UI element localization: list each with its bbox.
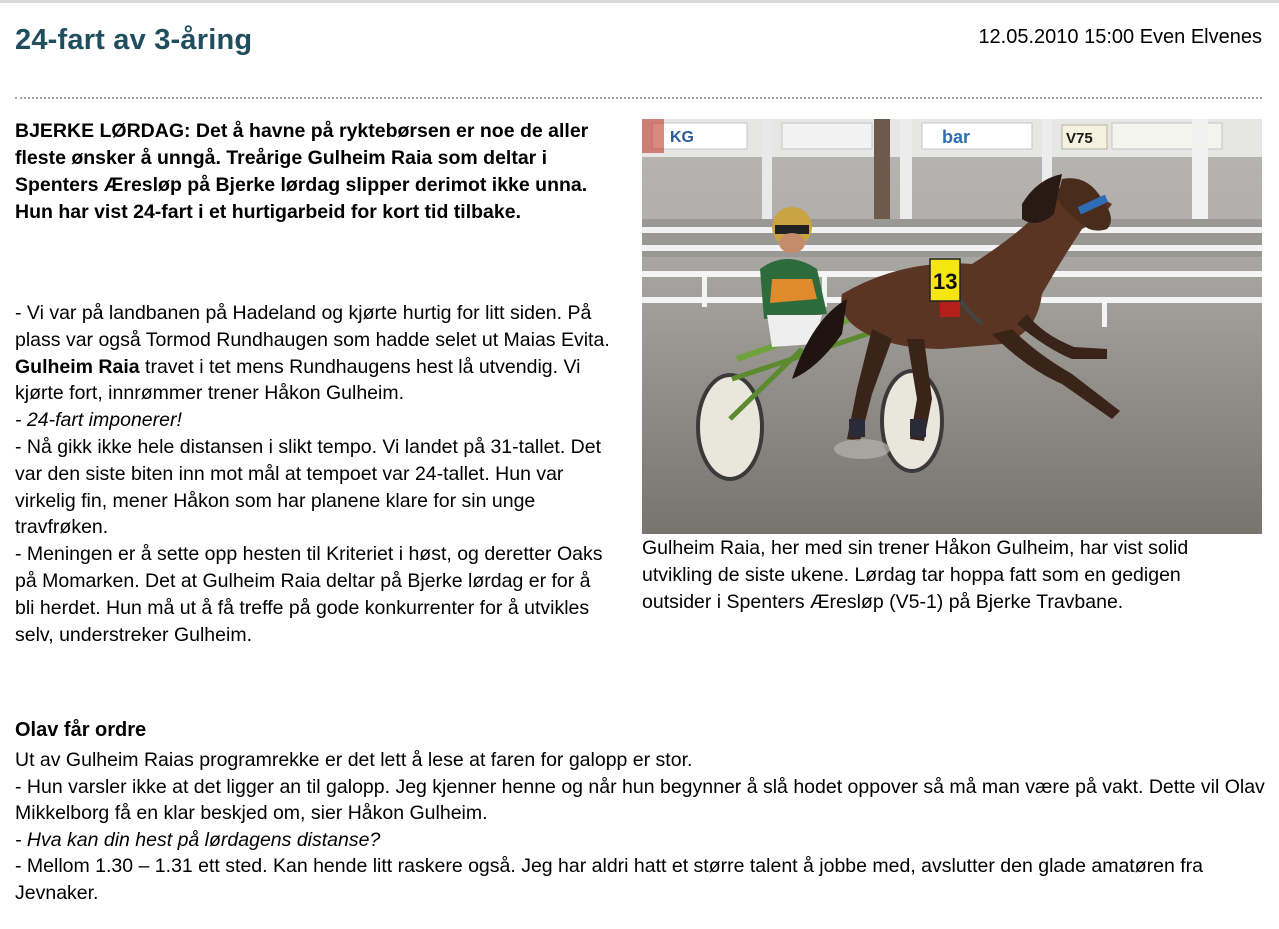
paragraph-1: - Vi var på landbanen på Hadeland og kjørte hurtig for litt siden. På plass var også Tormod Rundhaugen som hadde selet ut Maias Evita. Gulheim Raia travet i tet mens Rundhaugens hest lå utvendig. Vi kjørte fort, innrømmer trener Håkon Gulheim. xyxy=(15,302,610,405)
saddle-number: 13 xyxy=(933,269,958,294)
answer-2: - Meningen er å sette opp hesten til Kriteriet i høst, og deretter Oaks på Momarken. Det at Gulheim Raia deltar på Bjerke lørdag er for å bli herdet. Hun må ut å få treffe på gode konkurrenter for å utvikles selv, understreker Gulheim. xyxy=(15,543,603,646)
question-1: - 24-fart imponerer! xyxy=(15,409,182,432)
s2-paragraph-3: - Mellom 1.30 – 1.31 ett sted. Kan hende litt raskere også. Jeg har aldri hatt et større talent å jobbe med, avslutter den glade amatøren fra Jevnaker. xyxy=(15,855,1203,904)
banner-v75: V75 xyxy=(1066,130,1093,147)
banner-bar: bar xyxy=(942,127,971,147)
horse-name-bold: Gulheim Raia xyxy=(15,355,140,378)
top-border xyxy=(0,0,1279,3)
article-title: 24-fart av 3-åring xyxy=(15,24,253,56)
title-divider xyxy=(15,97,1262,99)
s2-paragraph-1: Ut av Gulheim Raias programrekke er det lett å lese at faren for galopp er stor. xyxy=(15,749,693,771)
article-body-section-2 xyxy=(15,747,1265,906)
s2-paragraph-2: - Hun varsler ikke at det ligger an til galopp. Jeg kjenner henne og når hun begynner å slå hodet oppover så må man være på vakt. Dette vil Olav Mikkelborg få en klar beskjed om, sier Håkon Gulheim. xyxy=(15,775,1265,824)
section-subheading: Olav får ordre xyxy=(15,719,147,741)
article-body-intro xyxy=(15,300,615,648)
photo-caption: Gulheim Raia, her med sin trener Håkon Gulheim, har vist solid utvikling de siste ukene. Lørdag tar hoppa fatt som en gedigen outsider i Spenters Æresløp (V5-1) på Bjerke Travbane. xyxy=(642,537,1189,613)
article-photo xyxy=(642,119,1262,534)
answer-1: - Nå gikk ikke hele distansen i slikt tempo. Vi landet på 31-tallet. Det var den siste biten inn mot mål at tempoet var 24-tallet. Hun var virkelig fin, mener Håkon som har planene klare for sin unge travfrøken. xyxy=(15,435,602,539)
banner-kg: KG xyxy=(670,129,694,146)
s2-question: - Hva kan din hest på lørdagens distanse? xyxy=(15,828,381,851)
article-lead: BJERKE LØRDAG: Det å havne på ryktebørsen er noe de aller fleste ønsker å unngå. Treårige Gulheim Raia som deltar i Spenters Æresløp på Bjerke lørdag slipper derimot ikke unna. Hun har vist 24-fart i et hurtigarbeid for kort tid tilbake. xyxy=(15,120,589,223)
article-meta: 12.05.2010 15:00 Even Elvenes xyxy=(978,26,1262,48)
